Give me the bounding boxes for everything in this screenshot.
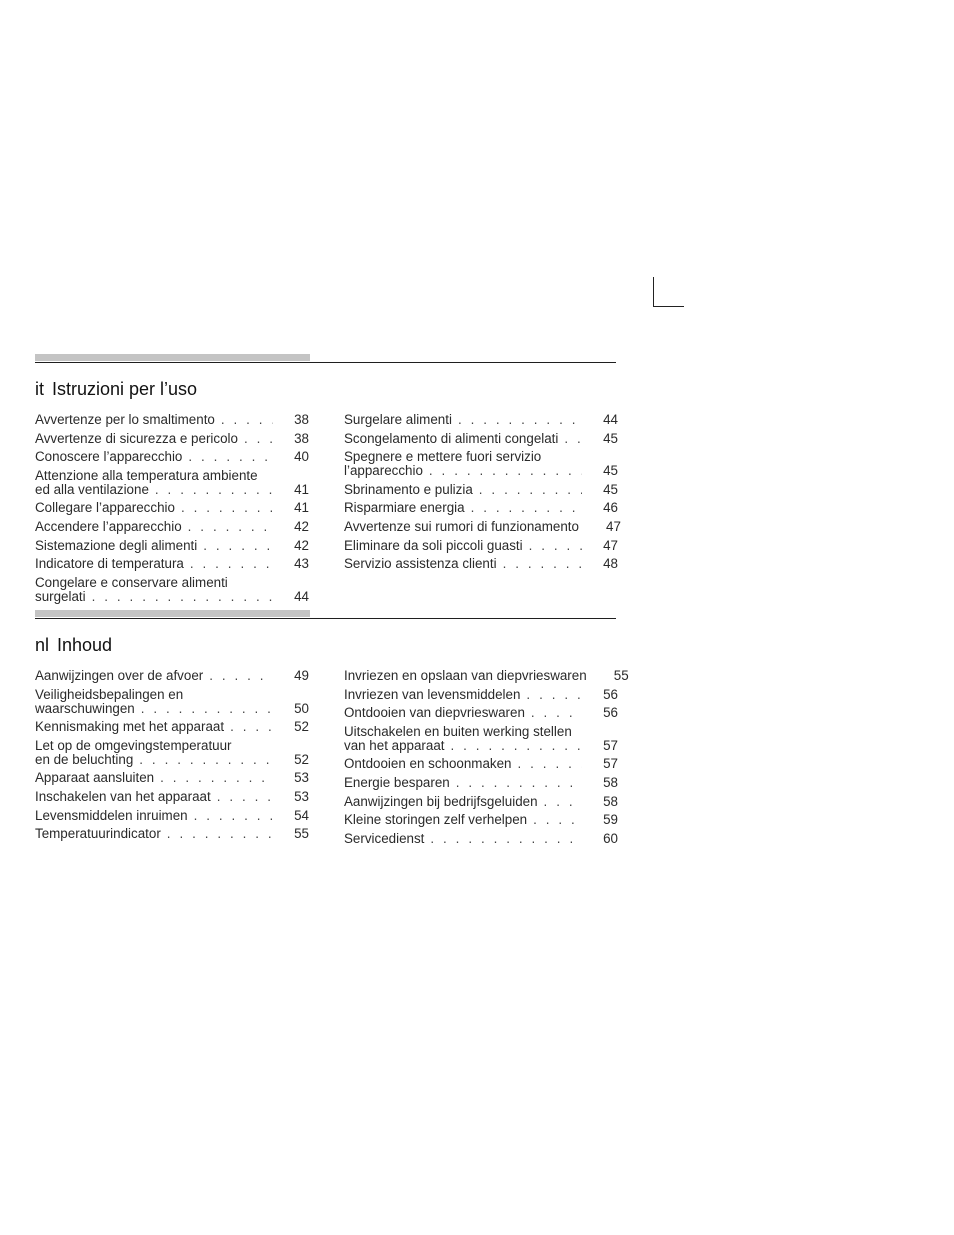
toc-entry-page-number: 43	[294, 556, 309, 572]
toc-entry-title-line: Invriezen en opslaan van diepvrieswaren	[344, 668, 587, 683]
section-title: Inhoud	[57, 635, 113, 655]
dot-leader	[167, 827, 273, 841]
toc-entry-title-line: Avvertenze per lo smaltimento	[35, 412, 215, 427]
toc-entry-title-line: Veiligheidsbepalingen en	[35, 687, 184, 702]
toc-entry-title-line: Energie besparen	[344, 774, 450, 790]
dot-leader	[221, 413, 273, 427]
section-rule-bar	[35, 354, 310, 361]
section-rule-bar	[35, 610, 310, 617]
section-rule	[35, 354, 616, 363]
toc-entry-title-line: Sistemazione degli alimenti	[35, 537, 198, 553]
dot-leader	[526, 688, 582, 702]
toc-entry-page-number: 57	[603, 737, 618, 753]
toc-entry-title-line: Temperatuurindicator	[35, 826, 161, 842]
toc-entry	[344, 688, 618, 702]
toc-column-left	[35, 413, 309, 608]
toc-entry-title-line: Scongelamento di alimenti congelati	[344, 430, 559, 446]
dot-leader	[190, 557, 273, 571]
toc-entry	[35, 557, 309, 571]
toc-entry-title-line: Avvertenze di sicurezza e pericolo	[35, 430, 238, 446]
toc-entry-title-line: Inschakelen van het apparaat	[35, 788, 211, 804]
toc-entry-title-line: Spegnere e mettere fuori servizio	[344, 450, 542, 465]
dot-leader	[518, 757, 582, 771]
toc-entry-page-number: 45	[603, 481, 618, 497]
language-code: nl	[35, 635, 50, 655]
section-heading	[35, 634, 616, 656]
toc-entry-page-number: 41	[294, 500, 309, 516]
toc-entry	[344, 557, 618, 571]
toc-entry-page-number: 52	[294, 751, 309, 767]
dot-leader	[188, 520, 273, 534]
toc-entry	[35, 501, 309, 515]
toc-entry-title-line: van het apparaat	[344, 737, 445, 753]
toc-entry-title-line: Invriezen van levensmiddelen	[344, 686, 521, 702]
toc-entry-title-line: Kleine storingen zelf verhelpen	[344, 812, 528, 828]
toc-entry-page-number: 52	[294, 719, 309, 735]
dot-leader	[471, 501, 582, 515]
toc-entry-title-line: Servicedienst	[344, 830, 425, 846]
toc-entry-title-line: Avvertenze sui rumori di funzionamento	[344, 518, 579, 534]
dot-leader	[533, 813, 582, 827]
toc-entry	[344, 706, 618, 720]
dot-leader	[458, 413, 582, 427]
toc-entry-page-number: 47	[606, 518, 621, 534]
toc-entry-title-line: Eliminare da soli piccoli guasti	[344, 537, 523, 553]
toc-entry	[35, 790, 309, 804]
dot-leader	[544, 795, 582, 809]
toc-section-it	[35, 354, 621, 604]
toc-entry	[35, 720, 309, 734]
toc-entry-page-number: 55	[613, 668, 629, 683]
toc-entry	[344, 725, 618, 753]
dot-leader	[244, 432, 273, 446]
toc-entry-title-line: Apparaat aansluiten	[35, 770, 155, 786]
toc-entry	[344, 450, 618, 478]
dot-leader	[479, 483, 582, 497]
dot-leader	[160, 771, 273, 785]
dot-leader	[139, 753, 273, 767]
toc-entry	[344, 518, 621, 534]
toc-entry	[35, 413, 309, 427]
dot-leader	[230, 720, 273, 734]
toc-entry	[344, 539, 618, 553]
section-rule	[35, 610, 616, 619]
toc-entry	[344, 813, 618, 827]
toc-entry-page-number: 59	[603, 812, 618, 828]
toc-entry	[35, 539, 309, 553]
toc-entry	[35, 771, 309, 785]
dot-leader	[456, 776, 582, 790]
toc-entry-page-number: 42	[294, 537, 309, 553]
toc-entry-title-line: l’apparecchio	[344, 463, 423, 479]
dot-leader	[529, 539, 582, 553]
dot-leader	[188, 450, 273, 464]
toc-entry-page-number: 54	[294, 807, 309, 823]
dot-leader	[503, 557, 582, 571]
dot-leader	[531, 706, 582, 720]
language-code: it	[35, 379, 44, 399]
dot-leader	[430, 832, 582, 846]
toc-entry	[344, 795, 618, 809]
toc-entry-page-number: 41	[294, 481, 309, 497]
toc-entry-page-number: 60	[603, 830, 618, 846]
toc-entry	[35, 450, 309, 464]
toc-entry-page-number: 40	[294, 449, 309, 465]
dot-leader	[181, 501, 273, 515]
toc-entry-page-number: 38	[294, 430, 309, 446]
toc-entry-page-number: 57	[603, 756, 618, 772]
toc-entry-title-line: Conoscere l’apparecchio	[35, 449, 183, 465]
toc-section-nl	[35, 610, 629, 846]
toc-entry-page-number: 49	[294, 668, 309, 683]
toc-entry-title-line: Aanwijzingen bij bedrijfsgeluiden	[344, 793, 538, 809]
toc-entry-page-number: 58	[603, 774, 618, 790]
toc-entry-title-line: Collegare l’apparecchio	[35, 500, 175, 516]
toc-entry-title-line: Kennismaking met het apparaat	[35, 719, 225, 735]
toc-entry-title-line: Accendere l’apparecchio	[35, 518, 182, 534]
toc-entry-page-number: 53	[294, 770, 309, 786]
dot-leader	[155, 483, 273, 497]
toc-entry-page-number: 42	[294, 518, 309, 534]
toc-entry-page-number: 46	[603, 500, 618, 516]
dot-leader	[194, 809, 273, 823]
toc-entry	[344, 432, 618, 446]
toc-entry-page-number: 45	[603, 463, 618, 479]
dot-leader	[209, 669, 273, 683]
toc-entry-title-line: Attenzione alla temperatura ambiente	[35, 468, 258, 483]
toc-entry-page-number: 44	[294, 588, 309, 604]
toc-entry-page-number: 55	[294, 826, 309, 842]
dot-leader	[564, 432, 582, 446]
toc-entry-title-line: Surgelare alimenti	[344, 412, 452, 427]
toc-entry	[35, 688, 309, 716]
crop-mark	[653, 277, 684, 307]
toc-entry	[344, 776, 618, 790]
toc-entry-page-number: 58	[603, 793, 618, 809]
toc-entry	[35, 809, 309, 823]
toc-entry-title-line: Indicatore di temperatura	[35, 556, 184, 572]
toc-entry	[35, 827, 309, 841]
toc-entry-title-line: surgelati	[35, 588, 86, 604]
toc-entry-page-number: 44	[603, 412, 618, 427]
toc-entry-title-line: Servizio assistenza clienti	[344, 556, 497, 572]
toc-entry	[35, 432, 309, 446]
toc-entry-title-line: waarschuwingen	[35, 700, 135, 716]
toc-entry	[35, 469, 309, 497]
toc-entry-page-number: 53	[294, 788, 309, 804]
toc-entry-title-line: Uitschakelen en buiten werking stellen	[344, 724, 572, 739]
toc-entry-title-line: Levensmiddelen inruimen	[35, 807, 188, 823]
section-heading	[35, 378, 616, 400]
toc-entry	[35, 520, 309, 534]
toc-entry	[35, 576, 309, 604]
toc-entry	[35, 739, 309, 767]
dot-leader	[141, 702, 273, 716]
toc-entry-title-line: Risparmiare energia	[344, 500, 465, 516]
toc-column-right	[344, 668, 629, 850]
section-title: Istruzioni per l’uso	[52, 379, 198, 399]
toc-entry-page-number: 50	[294, 700, 309, 716]
toc-entry-title-line: Let op de omgevingstemperatuur	[35, 738, 232, 753]
dot-leader	[429, 464, 582, 478]
toc-entry-page-number: 56	[603, 705, 618, 721]
toc-entry-title-line: Sbrinamento e pulizia	[344, 481, 473, 497]
toc-entry-title-line: Congelare e conservare alimenti	[35, 575, 228, 590]
toc-entry	[344, 757, 618, 771]
toc-entry-title-line: en de beluchting	[35, 751, 134, 767]
toc-entry-title-line: Ontdooien van diepvrieswaren	[344, 705, 525, 721]
dot-leader	[451, 739, 582, 753]
toc-column-left	[35, 669, 309, 846]
toc-entry-page-number: 38	[294, 412, 309, 427]
toc-entry-title-line: ed alla ventilazione	[35, 481, 149, 497]
toc-entry-page-number: 47	[603, 537, 618, 553]
toc-entry-title-line: Aanwijzingen over de afvoer	[35, 668, 204, 683]
toc-entry	[344, 832, 618, 846]
toc-entry	[344, 413, 618, 427]
dot-leader	[217, 790, 273, 804]
toc-entry	[344, 668, 629, 683]
toc-entry	[344, 501, 618, 515]
toc-entry-title-line: Ontdooien en schoonmaken	[344, 756, 512, 772]
dot-leader	[92, 590, 273, 604]
toc-entry-page-number: 45	[603, 430, 618, 446]
toc-entry	[35, 669, 309, 683]
dot-leader	[203, 539, 273, 553]
toc-column-right	[344, 412, 621, 576]
toc-entry	[344, 483, 618, 497]
toc-entry-page-number: 56	[603, 686, 618, 702]
toc-entry-page-number: 48	[603, 556, 618, 572]
